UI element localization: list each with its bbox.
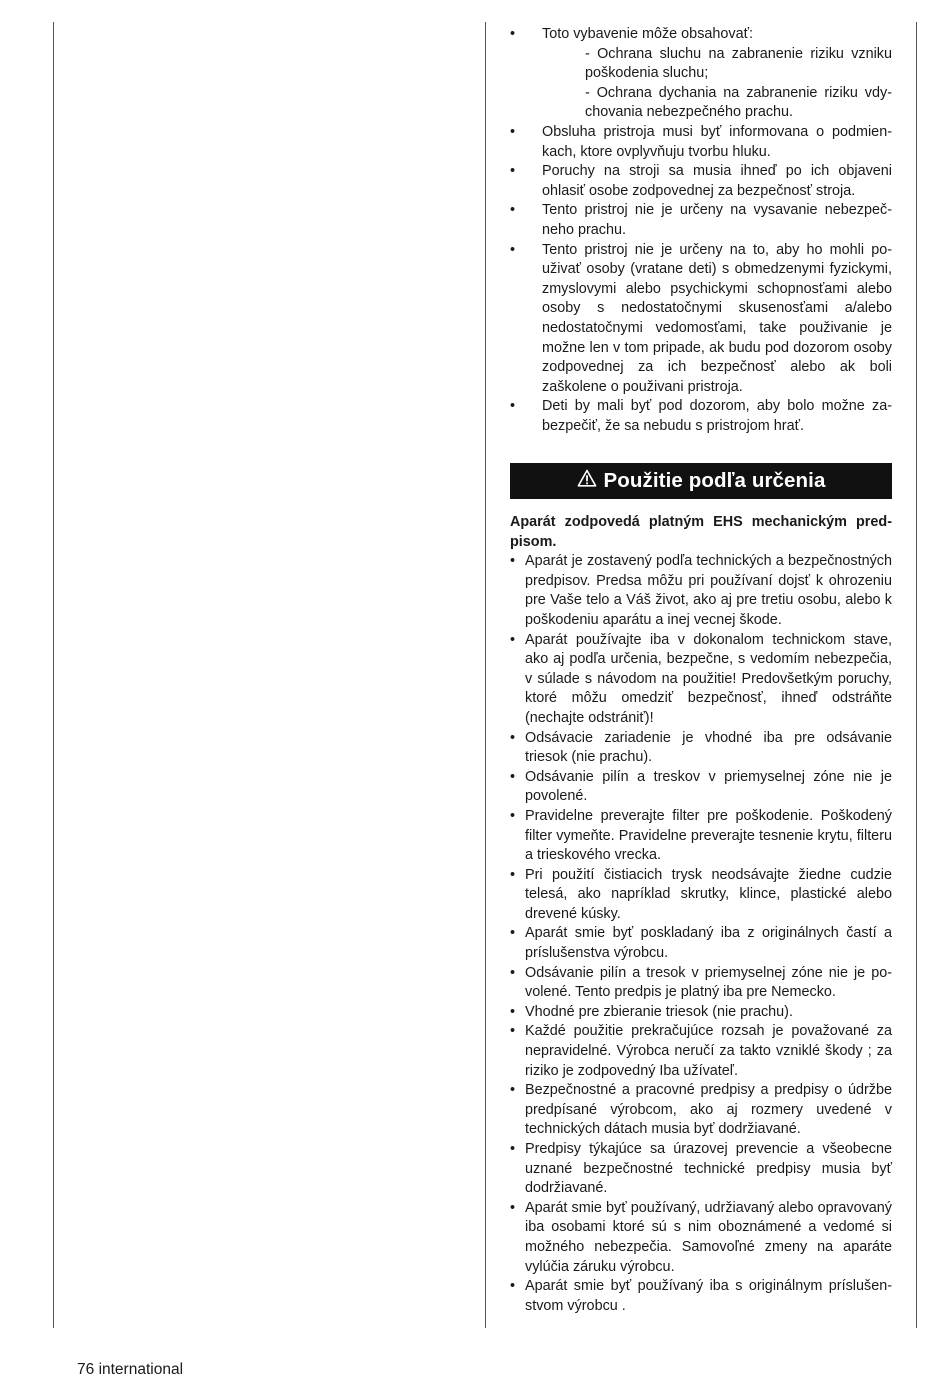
list-item: • Odsávanie pilín a tresok v priemyselnej zóne nie je povolené. Tento predpis je platný iba pre Nemecko. [510,964,892,1003]
list-item: • Aparát smie byť poskladaný iba z originálnych častí a príslušenstva výrobcu. [510,924,892,963]
safety-notes-list [510,25,892,436]
sub-list-item: - Ochrana sluchu na zabranenie riziku vzniku poškodenia sluchu; [585,45,892,82]
list-item: • Odsávanie pilín a treskov v priemyselnej zóne nie je povolené. [510,768,892,807]
list-item: • Aparát je zostavený podľa technických a bezpečnostných predpisov. Predsa môžu pri používaní dojsť k ohrozeniu pre Vaše telo a Váš život, ako aj pre tretiu osobu, alebo k poškodeniu aparátu a inej vecnej škode. [510,552,892,630]
column-divider-left [53,22,54,1328]
list-item: • Predpisy týkajúce sa úrazovej prevencie a všeobecne uznané bezpečnostné technické predpisy musia byť dodržiavané. [510,1140,892,1199]
list-item: • Každé použitie prekračujúce rozsah je považované za nepravidelné. Výrobca neručí za takto vzniklé škody ; za riziko je zodpovedný Iba užívateľ. [510,1022,892,1081]
section-title: Použitie podľa určenia [603,469,826,492]
list-item: • Bezpečnostné a pracovné predpisy a predpisy o údržbe predpísané výrobcom, ako aj rozmery uvedené v technických dátach musia byť dodržiavané. [510,1081,892,1140]
list-item: • Tento pristroj nie je určeny na to, aby ho mohli použivať osoby (vratane deti) s obmedzenymi fyzickymi, zmyslovymi alebo psychickymi schopnosťami alebo osoby s nedostatočnymi skusenosťami a/alebo nedostatočnymi vedomosťami, take použivanie je možne len v tom pripade, ak budu pod dozorom osoby zodpovednej za ich bezpečnosť alebo ak boli zaškolene o použivani pristroja. [510,241,892,398]
list-item: • Pri použití čistiacich trysk neodsávajte žiedne cudzie telesá, ako napríklad skrutky, klince, plastické alebo drevené kúsky. [510,866,892,925]
list-item: • Aparát smie byť používaný iba s originálnym príslušenstvom výrobcu . [510,1277,892,1316]
column-divider-right [916,22,917,1328]
list-item: • Odsávacie zariadenie je vhodné iba pre odsávanie triesok (nie prachu). [510,729,892,768]
list-item: • Obsluha pristroja musi byť informovana o podmienkach, ktore ovplyvňuju tvorbu hluku. [510,123,892,162]
list-item: • Tento pristroj nie je určeny na vysavanie nebezpečneho prachu. [510,201,892,240]
list-item: • Pravidelne preverajte filter pre poškodenie. Poškodený filter vymeňte. Pravidelne preverajte tesnenie krytu, filteru a trieskového vrecka. [510,807,892,866]
list-item-text: Toto vybavenie môže obsahovať: [542,26,753,42]
list-item: • Deti by mali byť pod dozorom, aby bolo možne zabezpečiť, že sa nebudu s pristrojom hrať. [510,397,892,436]
section-intro: Aparát zodpovedá platným EHS mechanickým predpisom. [510,514,892,550]
list-item: • Poruchy na stroji sa musia ihneď po ich objaveni ohlasiť osobe zodpovednej za bezpečnosť stroja. [510,162,892,201]
footer-label: international [98,1361,184,1378]
intended-use-section [510,513,892,1316]
column-divider-middle [485,22,486,1328]
page-footer [77,1361,183,1379]
list-item [510,25,892,123]
page-number: 76 [77,1361,95,1378]
section-heading-banner [510,463,892,499]
list-item: • Aparát používajte iba v dokonalom technickom stave, ako aj podľa určenia, bezpečne, s vedomím nebezpečia, v súlade s návodom na použitie! Predovšetkým poruchy, ktoré môžu omedziť bezpečnosť, ihneď odstráňte (nechajte odstrániť)! [510,631,892,729]
list-item: • Aparát smie byť používaný, udržiavaný alebo opravovaný iba osobami ktoré sú s nim oboznámené a vedomé si možného nebezpečia. Samovoľné zmeny na aparáte vylúčia záruku výrobcu. [510,1199,892,1277]
list-item: • Vhodné pre zbieranie triesok (nie prachu). [510,1003,892,1023]
sub-list [542,45,892,123]
sub-list-item: - Ochrana dychania na zabranenie riziku vdychovania nebezpečného prachu. [585,84,892,121]
warning-triangle-icon [577,469,604,493]
